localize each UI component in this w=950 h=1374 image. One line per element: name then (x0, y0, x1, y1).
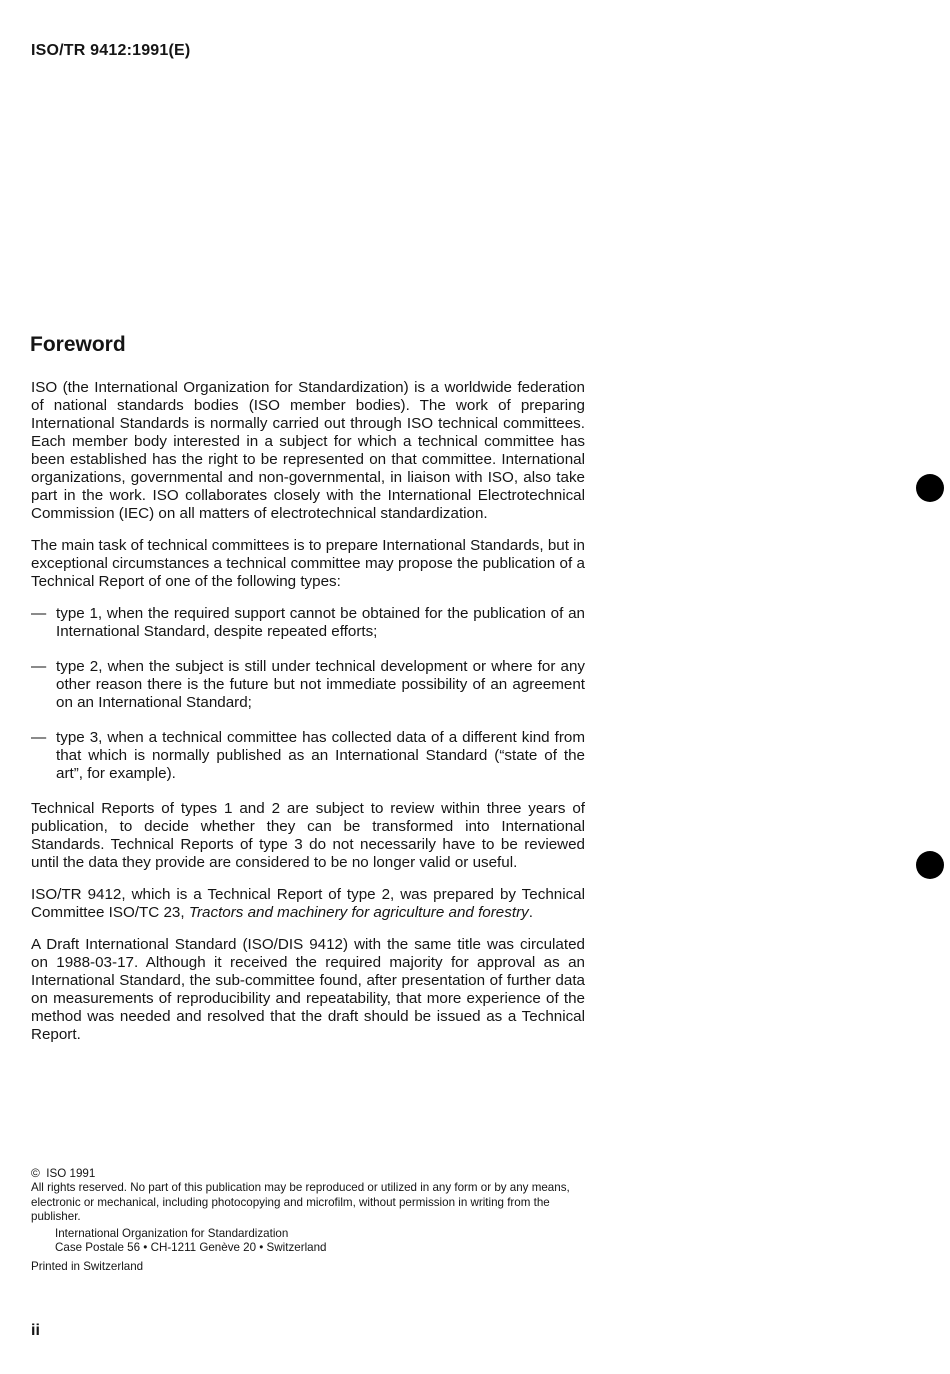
publisher-name: International Organization for Standardization (55, 1227, 289, 1241)
preparation-text: ISO/TR 9412, which is a Technical Report of type 2, was prepared by Technical Committee ISO/TC 23, (31, 886, 585, 921)
page-number: ii (31, 1322, 40, 1339)
committee-title: Tractors and machinery for agriculture and forestry (188, 904, 529, 921)
copyright-block (31, 1166, 591, 1274)
report-types-list (31, 605, 585, 783)
publisher-address: Case Postale 56 • CH-1211 Genève 20 • Switzerland (55, 1241, 327, 1255)
preparation-end: . (528, 904, 533, 921)
list-dash: — (31, 658, 47, 675)
rights-notice: All rights reserved. No part of this publication may be reproduced or utilized in any form or by any means, electronic or mechanical, including photocopying and microfilm, without permission in writing from the publisher. (31, 1181, 570, 1223)
page-title: Foreword (30, 333, 126, 356)
printed-in: Printed in Switzerland (31, 1259, 144, 1273)
list-item (31, 729, 585, 783)
list-item-text: type 2, when the subject is still under technical development or where for any other reason there is the future but not immediate possibility of an agreement on an International Standard; (56, 658, 585, 711)
copyright-year: ISO 1991 (46, 1167, 96, 1180)
list-item (31, 605, 585, 641)
foreword-body (31, 379, 585, 1058)
list-dash: — (31, 605, 47, 622)
punch-hole-icon (916, 851, 944, 879)
list-item-text: type 3, when a technical committee has collected data of a different kind from that which is normally published as an International Standard (“state of the art”, for example). (56, 729, 585, 782)
paragraph-main-task: The main task of technical committees is to prepare International Standards, but in exceptional circumstances a technical committee may propose the publication of a Technical Report of one of the following types: (31, 537, 585, 590)
list-item-text: type 1, when the required support cannot be obtained for the publication of an International Standard, despite repeated efforts; (56, 605, 585, 640)
paragraph-review: Technical Reports of types 1 and 2 are subject to review within three years of publication, to decide whether they can be transformed into International Standards. Technical Reports of type 3 do not necessarily have to be reviewed until the data they provide are considered to be no longer valid or useful. (31, 800, 585, 871)
paragraph-draft-history: A Draft International Standard (ISO/DIS 9412) with the same title was circulated on 1988-03-17. Although it received the required majority for approval as an International Standard, the sub-committee found, after presentation of further data on measurements of reproducibility and repeatability, that more experience of the method was needed and resolved that the draft should be issued as a Technical Report. (31, 936, 585, 1043)
copyright-line (31, 1166, 591, 1181)
list-dash: — (31, 729, 47, 746)
list-item (31, 658, 585, 712)
paragraph-iso-intro: ISO (the International Organization for Standardization) is a worldwide federation of national standards bodies (ISO member bodies). The work of preparing International Standards is normally carried out through ISO technical committees. Each member body interested in a subject for which a technical committee has been established has the right to be represented on that committee. International organizations, governmental and non-governmental, in liaison with ISO, also take part in the work. ISO collaborates closely with the International Electrotechnical Commission (IEC) on all matters of electrotechnical standardization. (31, 379, 585, 522)
copyright-icon: © (31, 1166, 40, 1180)
paragraph-preparation (31, 886, 585, 922)
punch-hole-icon (916, 474, 944, 502)
document-id: ISO/TR 9412:1991(E) (31, 42, 191, 59)
